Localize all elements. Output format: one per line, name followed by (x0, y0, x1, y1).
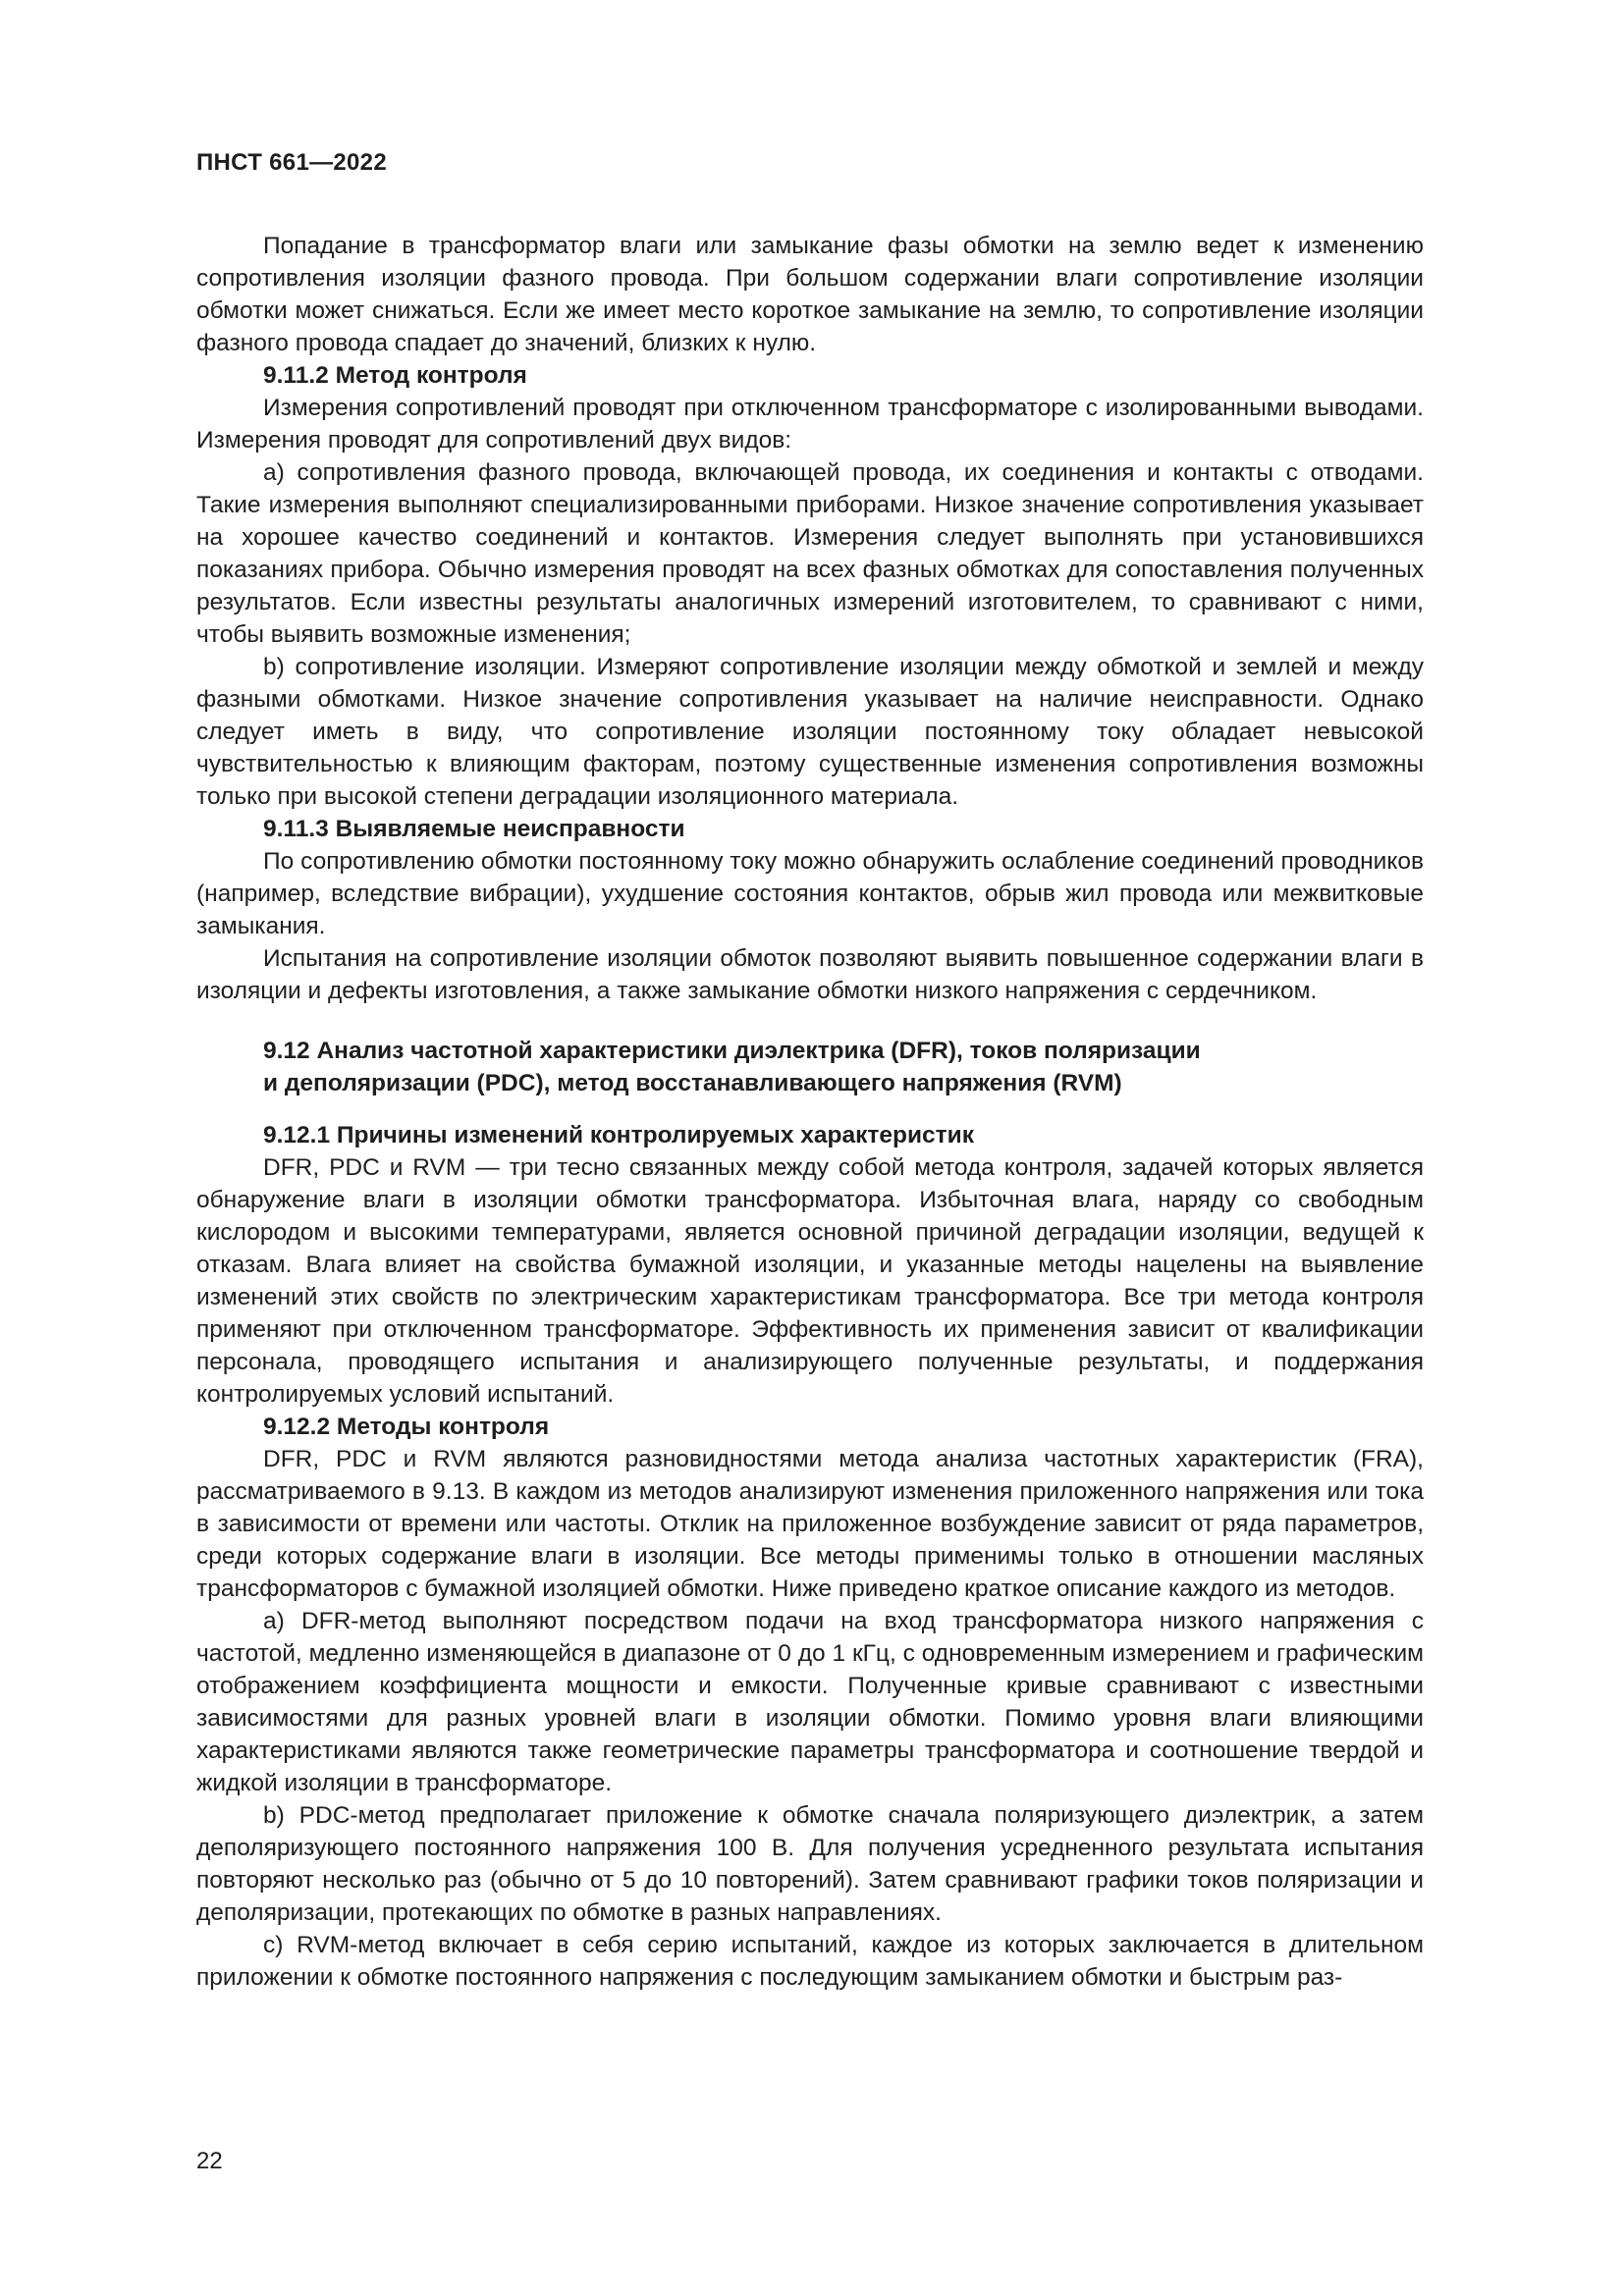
document-id: ПНСТ 661—2022 (196, 149, 387, 176)
paragraph: DFR, PDC и RVM являются разновидностями метода анализа частотных характеристик (FRA), рассматриваемого в 9.13. В каждом из методов анализируют изменения приложенного напряжения или тока в зависимости от времени или частоты. Отклик на приложенное возбуждение зависит от ряда параметров, среди которых содержание влаги в изоляции. Все методы применимы только в отношении масляных трансформаторов с бумажной изоляцией обмотки. Ниже приведено краткое описание каждого из методов. (196, 1446, 1424, 1602)
paragraph: Измерения сопротивлений проводят при отключенном трансформаторе с изолированными выводами. Измерения проводят для сопротивлений двух видов: (196, 395, 1424, 454)
list-item-b: b) PDC-метод предполагает приложение к обмотке сначала поляризующего диэлектрик, а затем деполяризующего постоянного напряжения 100 В. Для получения усредненного результата испытания повторяют несколько раз (обычно от 5 до 10 повторений). Затем сравнивают графики токов поляризации и деполяризации, протекающих по обмотке в разных направлениях. (196, 1802, 1424, 1926)
section-heading-9-11-3: 9.11.3 Выявляемые неисправности (263, 816, 685, 842)
section-heading-9-12 (196, 1035, 1424, 1099)
section-heading-9-12-2: 9.12.2 Методы контроля (263, 1414, 550, 1440)
list-item-c: с) RVM-метод включает в себя серию испытаний, каждое из которых заключается в длительном приложении к обмотке постоянного напряжения с последующим замыканием обмотки и быстрым раз- (196, 1932, 1424, 1991)
section-heading-9-12-line1: 9.12 Анализ частотной характеристики диэлектрика (DFR), токов поляризации (263, 1038, 1201, 1064)
section-heading-9-11-2: 9.11.2 Метод контроля (263, 362, 527, 389)
section-heading-9-12-1: 9.12.1 Причины изменений контролируемых характеристик (263, 1122, 974, 1148)
document-body (196, 230, 1424, 1994)
paragraph: DFR, PDC и RVM — три тесно связанных между собой метода контроля, задачей которых является обнаружение влаги в изоляции обмотки трансформатора. Избыточная влага, наряду со свободным кислородом и высокими температурами, является основной причиной деградации изоляции, ведущей к отказам. Влага влияет на свойства бумажной изоляции, и указанные методы нацелены на выявление изменений этих свойств по электрическим характеристикам трансформатора. Все три метода контроля применяют при отключенном трансформаторе. Эффективность их применения зависит от квалификации персонала, проводящего испытания и анализирующего полученные результаты, и поддержания контролируемых условий испытаний. (196, 1154, 1424, 1408)
paragraph: Испытания на сопротивление изоляции обмоток позволяют выявить повышенное содержании влаги в изоляции и дефекты изготовления, а также замыкание обмотки низкого напряжения с сердечником. (196, 945, 1424, 1004)
section-heading-9-12-line2: и деполяризации (PDC), метод восстанавливающего напряжения (RVM) (263, 1070, 1122, 1096)
list-item-a: а) сопротивления фазного провода, включающей провода, их соединения и контакты с отводами. Такие измерения выполняют специализированными приборами. Низкое значение сопротивления указывает на хорошее качество соединений и контактов. Измерения следует выполнять при установившихся показаниях прибора. Обычно измерения проводят на всех фазных обмотках для сопоставления полученных результатов. Если известны результаты аналогичных измерений изготовителем, то сравнивают с ними, чтобы выявить возможные изменения; (196, 459, 1424, 648)
page-number: 22 (196, 2148, 223, 2174)
paragraph: Попадание в трансформатор влаги или замыкание фазы обмотки на землю ведет к изменению сопротивления изоляции фазного провода. При большом содержании влаги сопротивление изоляции обмотки может снижаться. Если же имеет место короткое замыкание на землю, то сопротивление изоляции фазного провода спадает до значений, близких к нулю. (196, 233, 1424, 356)
list-item-b: b) сопротивление изоляции. Измеряют сопротивление изоляции между обмоткой и землей и между фазными обмотками. Низкое значение сопротивления указывает на наличие неисправности. Однако следует иметь в виду, что сопротивление изоляции постоянному току обладает невысокой чувствительностью к влияющим факторам, поэтому существенные изменения сопротивления возможны только при высокой степени деградации изоляционного материала. (196, 654, 1424, 810)
paragraph: По сопротивлению обмотки постоянному току можно обнаружить ослабление соединений проводников (например, вследствие вибрации), ухудшение состояния контактов, обрыв жил провода или межвитковые замыкания. (196, 848, 1424, 939)
list-item-a: а) DFR-метод выполняют посредством подачи на вход трансформатора низкого напряжения с частотой, медленно изменяющейся в диапазоне от 0 до 1 кГц, с одновременным измерением и графическим отображением коэффициента мощности и емкости. Полученные кривые сравнивают с известными зависимостями для разных уровней влаги в изоляции обмотки. Помимо уровня влаги влияющими характеристиками являются также геометрические параметры трансформатора и соотношение твердой и жидкой изоляции в трансформаторе. (196, 1608, 1424, 1796)
